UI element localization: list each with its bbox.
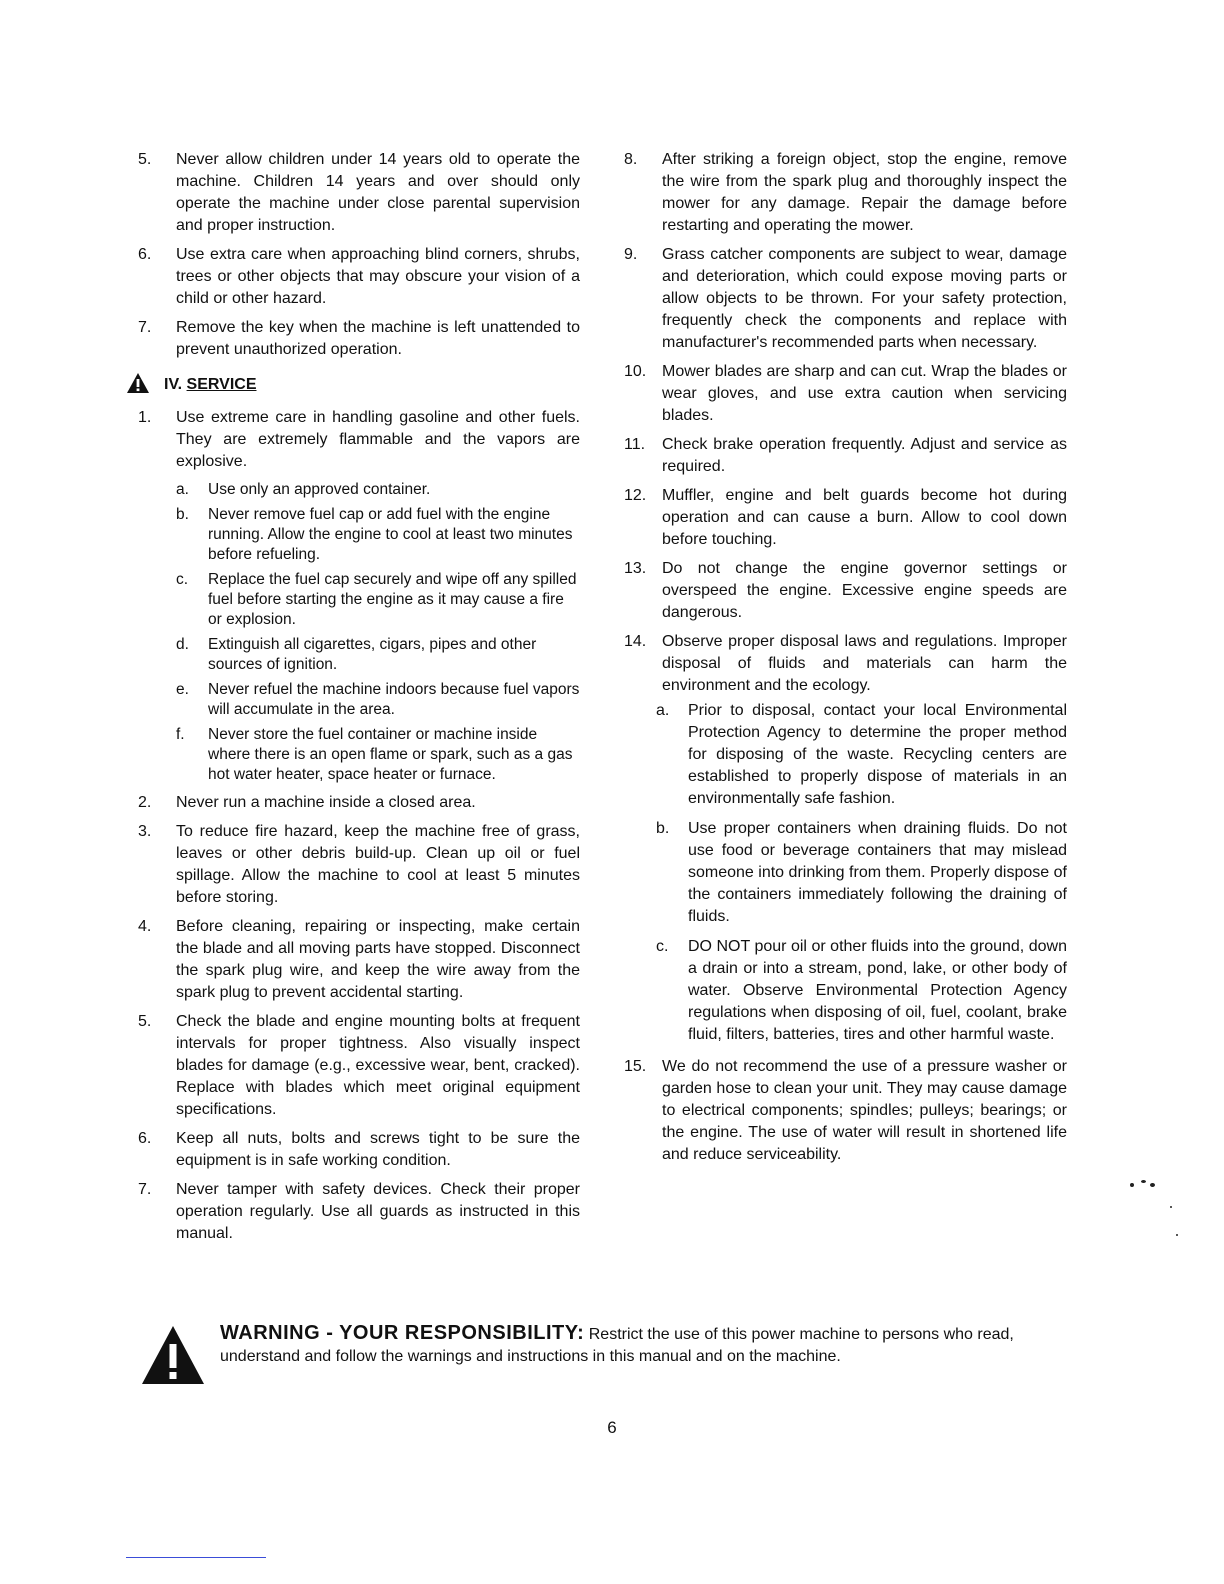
sub-item: [176, 570, 580, 630]
item-text: To reduce fire hazard, keep the machine free of grass, leaves or other debris build-up. Clean up oil or fuel spillage. Allow the machine to cool at least 5 minutes before storing.: [176, 823, 580, 906]
list-item: [138, 792, 580, 814]
scan-speck: [1130, 1183, 1134, 1187]
scan-speck: [1141, 1180, 1146, 1183]
item-text: Grass catcher components are subject to wear, damage and deterioration, which could expose moving parts or allow objects to be thrown. For your safety protection, frequently check the components and replace with manufacturer's recommended parts when necessary.: [662, 246, 1067, 351]
list-item: [138, 1011, 580, 1121]
item-number: 3.: [138, 823, 152, 840]
left-column: [138, 149, 580, 1252]
item-text: Observe proper disposal laws and regulations. Improper disposal of fluids and materials can harm the environment and the ecology.: [662, 633, 1067, 694]
scan-speck: [1170, 1206, 1172, 1208]
item-number: 1.: [138, 409, 152, 426]
item-text: Keep all nuts, bolts and screws tight to be sure the equipment is in safe working condition.: [176, 1130, 580, 1169]
item-number: 15.: [624, 1058, 647, 1075]
left-top-list: [138, 149, 580, 361]
sub-item-text: Use proper containers when draining fluids. Do not use food or beverage containers that may mislead someone into drinking from them. Properly dispose of the containers immediately following the draining of fluids.: [688, 820, 1067, 925]
sub-item-letter: c.: [176, 571, 189, 588]
list-item: [138, 821, 580, 909]
right-column: [624, 149, 1067, 1173]
list-item: [624, 558, 1067, 624]
sub-item: [656, 936, 1067, 1046]
sub-item-text: DO NOT pour oil or other fluids into the ground, down a drain or into a stream, pond, lake, or other body of water. Observe Environmental Protection Agency regulations when disposing of oil, fuel, coolant, brake fluid, filters, batteries, tires and other harmful waste.: [688, 938, 1067, 1043]
sub-item: [176, 635, 580, 675]
list-item: [624, 1056, 1067, 1166]
sub-item-letter: f.: [176, 726, 185, 743]
section-title: [164, 374, 257, 396]
list-item: [138, 244, 580, 310]
item-text: Before cleaning, repairing or inspecting, make certain the blade and all moving parts have stopped. Disconnect the spark plug wire, and keep the wire away from the spark plug to prevent accidental starting.: [176, 918, 580, 1001]
warning-text: [220, 1322, 1080, 1368]
list-item: [138, 1179, 580, 1245]
item-text: After striking a foreign object, stop the engine, remove the wire from the spark plug and thoroughly inspect the mower for any damage. Repair the damage before restarting and operating the mower.: [662, 151, 1067, 234]
item-number: 6.: [138, 246, 152, 263]
item-number: 2.: [138, 794, 152, 811]
item-number: 8.: [624, 151, 638, 168]
sub-item: [656, 700, 1067, 810]
list-item: [138, 1128, 580, 1172]
item-number: 13.: [624, 560, 647, 577]
list-item: [138, 149, 580, 237]
sub-item-letter: b.: [176, 506, 189, 523]
list-item: [624, 631, 1067, 697]
item-text: Use extra care when approaching blind corners, shrubs, trees or other objects that may obscure your vision of a child or other hazard.: [176, 246, 580, 307]
warning-box: [140, 1322, 1080, 1392]
list-item: [138, 916, 580, 1004]
page-number: 6: [607, 1418, 617, 1437]
sub-item: [176, 505, 580, 565]
sub-item-text: Never remove fuel cap or add fuel with the engine running. Allow the engine to cool at least two minutes before refueling.: [208, 506, 573, 563]
sub-item-text: Never refuel the machine indoors because fuel vapors will accumulate in the area.: [208, 681, 580, 718]
sub-list: [656, 700, 1067, 1046]
list-item: [138, 407, 580, 785]
list-item: [624, 361, 1067, 427]
item-text: Check brake operation frequently. Adjust and service as required.: [662, 436, 1067, 475]
warning-triangle-icon: [140, 1324, 206, 1386]
sub-item: [176, 680, 580, 720]
item-text: Remove the key when the machine is left unattended to prevent unauthorized operation.: [176, 319, 580, 358]
item-number: 5.: [138, 1013, 152, 1030]
item-text: Never run a machine inside a closed area.: [176, 794, 476, 811]
item-number: 7.: [138, 1181, 152, 1198]
sub-item-text: Extinguish all cigarettes, cigars, pipes and other sources of ignition.: [208, 636, 537, 673]
right-list: [624, 149, 1067, 697]
item-text: Use extreme care in handling gasoline and other fuels. They are extremely flammable and the vapors are explosive.: [176, 409, 580, 470]
sub-item-text: Prior to disposal, contact your local Environmental Protection Agency to determine the proper method for disposing of the waste. Recycling centers are established to properly dispose of materials in an environmentally safe fashion.: [688, 702, 1067, 807]
item-number: 5.: [138, 151, 152, 168]
sub-item-text: Use only an approved container.: [208, 481, 431, 498]
section-heading: [126, 368, 580, 404]
list-item: [624, 485, 1067, 551]
sub-item: [656, 818, 1067, 928]
sub-item-text: Never store the fuel container or machine inside where there is an open flame or spark, such as a gas hot water heater, space heater or furnace.: [208, 726, 573, 783]
item-text: Check the blade and engine mounting bolts at frequent intervals for proper tightness. Also visually inspect blades for damage (e.g., excessive wear, bent, cracked). Replace with blades which meet original equipment specifications.: [176, 1013, 580, 1118]
sub-item-letter: a.: [656, 702, 670, 719]
service-list: [138, 792, 580, 1245]
warning-body: Restrict the use of this power machine to persons who read, understand and follow the warnings and instructions in this manual and on the machine.: [220, 1326, 1014, 1365]
sub-item-letter: d.: [176, 636, 189, 653]
warning-triangle-icon: [126, 372, 150, 394]
footer-rule: [126, 1557, 266, 1558]
item-text: Do not change the engine governor settings or overspeed the engine. Excessive engine speeds are dangerous.: [662, 560, 1067, 621]
scan-speck: [1150, 1183, 1155, 1187]
item-text: Mower blades are sharp and can cut. Wrap the blades or wear gloves, and use extra caution when servicing blades.: [662, 363, 1067, 424]
sub-item-letter: c.: [656, 938, 669, 955]
list-item: [624, 434, 1067, 478]
item-number: 10.: [624, 363, 647, 380]
item-text: Never allow children under 14 years old to operate the machine. Children 14 years and over should only operate the machine under close parental supervision and proper instruction.: [176, 151, 580, 234]
item-number: 4.: [138, 918, 152, 935]
item-number: 14.: [624, 633, 647, 650]
section-title-text: SERVICE: [186, 376, 257, 393]
sub-item: [176, 725, 580, 785]
item-number: 9.: [624, 246, 638, 263]
sub-item-text: Replace the fuel cap securely and wipe off any spilled fuel before starting the engine as it may cause a fire or explosion.: [208, 571, 577, 628]
list-item: [624, 149, 1067, 237]
item-number: 11.: [624, 436, 646, 453]
warning-lead: WARNING - YOUR RESPONSIBILITY:: [220, 1322, 585, 1344]
item-number: 12.: [624, 487, 647, 504]
item-number: 7.: [138, 319, 152, 336]
sub-item-letter: e.: [176, 681, 189, 698]
item-text: Muffler, engine and belt guards become hot during operation and can cause a burn. Allow to cool down before touching.: [662, 487, 1067, 548]
item-text: Never tamper with safety devices. Check their proper operation regularly. Use all guards as instructed in this manual.: [176, 1181, 580, 1242]
item-text: We do not recommend the use of a pressure washer or garden hose to clean your unit. They may cause damage to electrical components; spindles; pulleys; bearings; or the engine. The use of water will result in shortened life and reduce serviceability.: [662, 1058, 1067, 1163]
sub-item-letter: b.: [656, 820, 670, 837]
list-item: [624, 244, 1067, 354]
section-numeral: IV.: [164, 376, 183, 393]
sub-item: [176, 480, 580, 500]
sub-list: [176, 480, 580, 785]
sub-item-letter: a.: [176, 481, 189, 498]
scan-speck: [1176, 1234, 1178, 1236]
list-item: [138, 317, 580, 361]
item-number: 6.: [138, 1130, 152, 1147]
